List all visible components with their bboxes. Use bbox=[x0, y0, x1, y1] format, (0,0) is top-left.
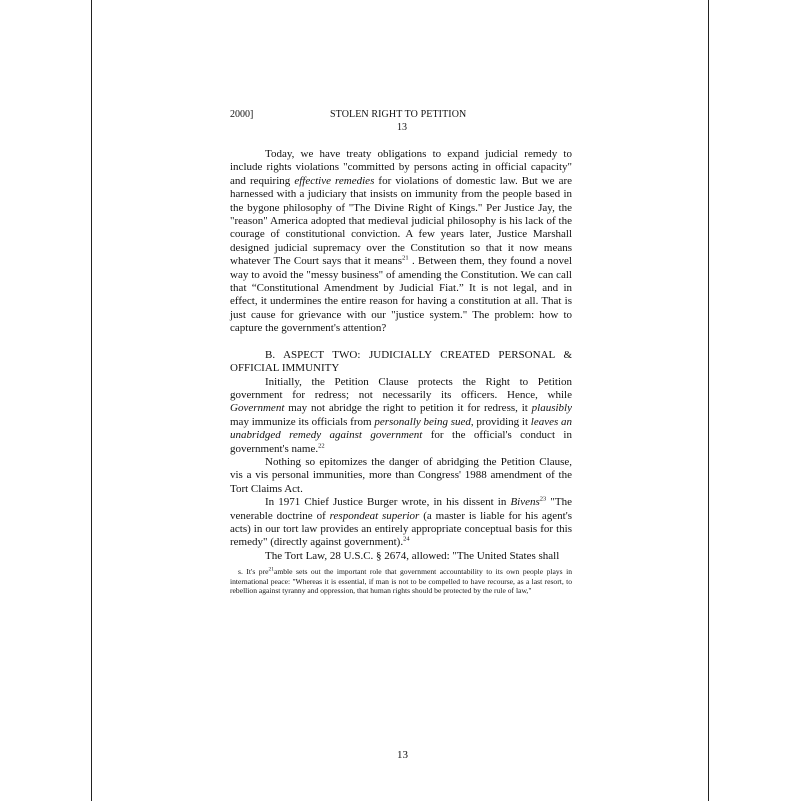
footnote-ref-23: 23 bbox=[539, 495, 547, 503]
section-heading: B. ASPECT TWO: JUDICIALLY CREATED PERSONAL & OFFICIAL IMMUNITY bbox=[230, 348, 572, 375]
paragraph-3: Nothing so epitomizes the danger of abridging the Petition Clause, vis a vis personal immunities, more than Congress' 1988 amendment of the Tort Claims Act. bbox=[230, 455, 572, 495]
running-head-year: 2000] bbox=[230, 109, 254, 120]
paragraph-1: Today, we have treaty obligations to expand judicial remedy to include rights violations "committed by persons acting in official capacity" and requiring effective remedies for violations of domestic law. But we are harnessed with a judiciary that insists on immunity from the people based in the bygone philosophy of "The Divine Right of Kings." Per Justice Jay, the "reason" America adopted that medieval judicial philosophy is his lack of the courage of constitutional conviction. A few years later, Justice Marshall designed judicial supremacy over the Constitution so that it now means whatever The Court says that it means$^{21}$ . Between them, they found a novel way to avoid the "messy business" of amending the Constitution. We can call that “Constitutional Amendment by Judicial Fiat.” It is not legal, and in effect, it undermines the entire reason for having a constitution at all. That is just cause for grievance with our "justice system." The problem: how to capture the government's attention? bbox=[230, 148, 573, 335]
body-text bbox=[230, 148, 572, 563]
footnote-ref-22: 22 bbox=[318, 441, 325, 449]
running-head-title: STOLEN RIGHT TO PETITION bbox=[330, 109, 467, 120]
footnote-ref-21: 21 bbox=[402, 254, 409, 262]
footnote-lead: s. It's pre bbox=[238, 567, 269, 576]
footnote-text: amble sets out the important role that government accountability to its own people plays in international peace: "Whereas it is essential, if man is not to be compelled to have recourse, as a last resort, to rebellion against tyranny and oppression, that human rights should be protected by the rule of law," bbox=[230, 567, 572, 596]
running-head-page: 13 bbox=[397, 122, 407, 133]
page-number: 13 bbox=[397, 749, 408, 761]
paragraph-2: Initially, the Petition Clause protects the Right to Petition government for redress; not necessarily its officers. Hence, while Government may not abridge the right to petition it for redress, it plausibly may immunize its officials from personally being sued, providing it leaves an unabridged remedy against government for the official's conduct in government's name.$^{22}$ bbox=[230, 375, 573, 455]
paragraph-4: In 1971 Chief Justice Burger wrote, in his dissent in Bivens$^{23}$ "The venerable doctrine of respondeat superior (a master is liable for his agent's acts) in our tort law provides an entirely appropriate conceptual basis for this remedy" (directly against government).$^{24}$ bbox=[230, 495, 572, 549]
footnote-ref-24: 24 bbox=[403, 535, 410, 543]
footnote bbox=[230, 567, 572, 596]
footnote-marker: 21 bbox=[268, 566, 274, 573]
paragraph-5: The Tort Law, 28 U.S.C. § 2674, allowed: "The United States shall bbox=[265, 549, 560, 562]
